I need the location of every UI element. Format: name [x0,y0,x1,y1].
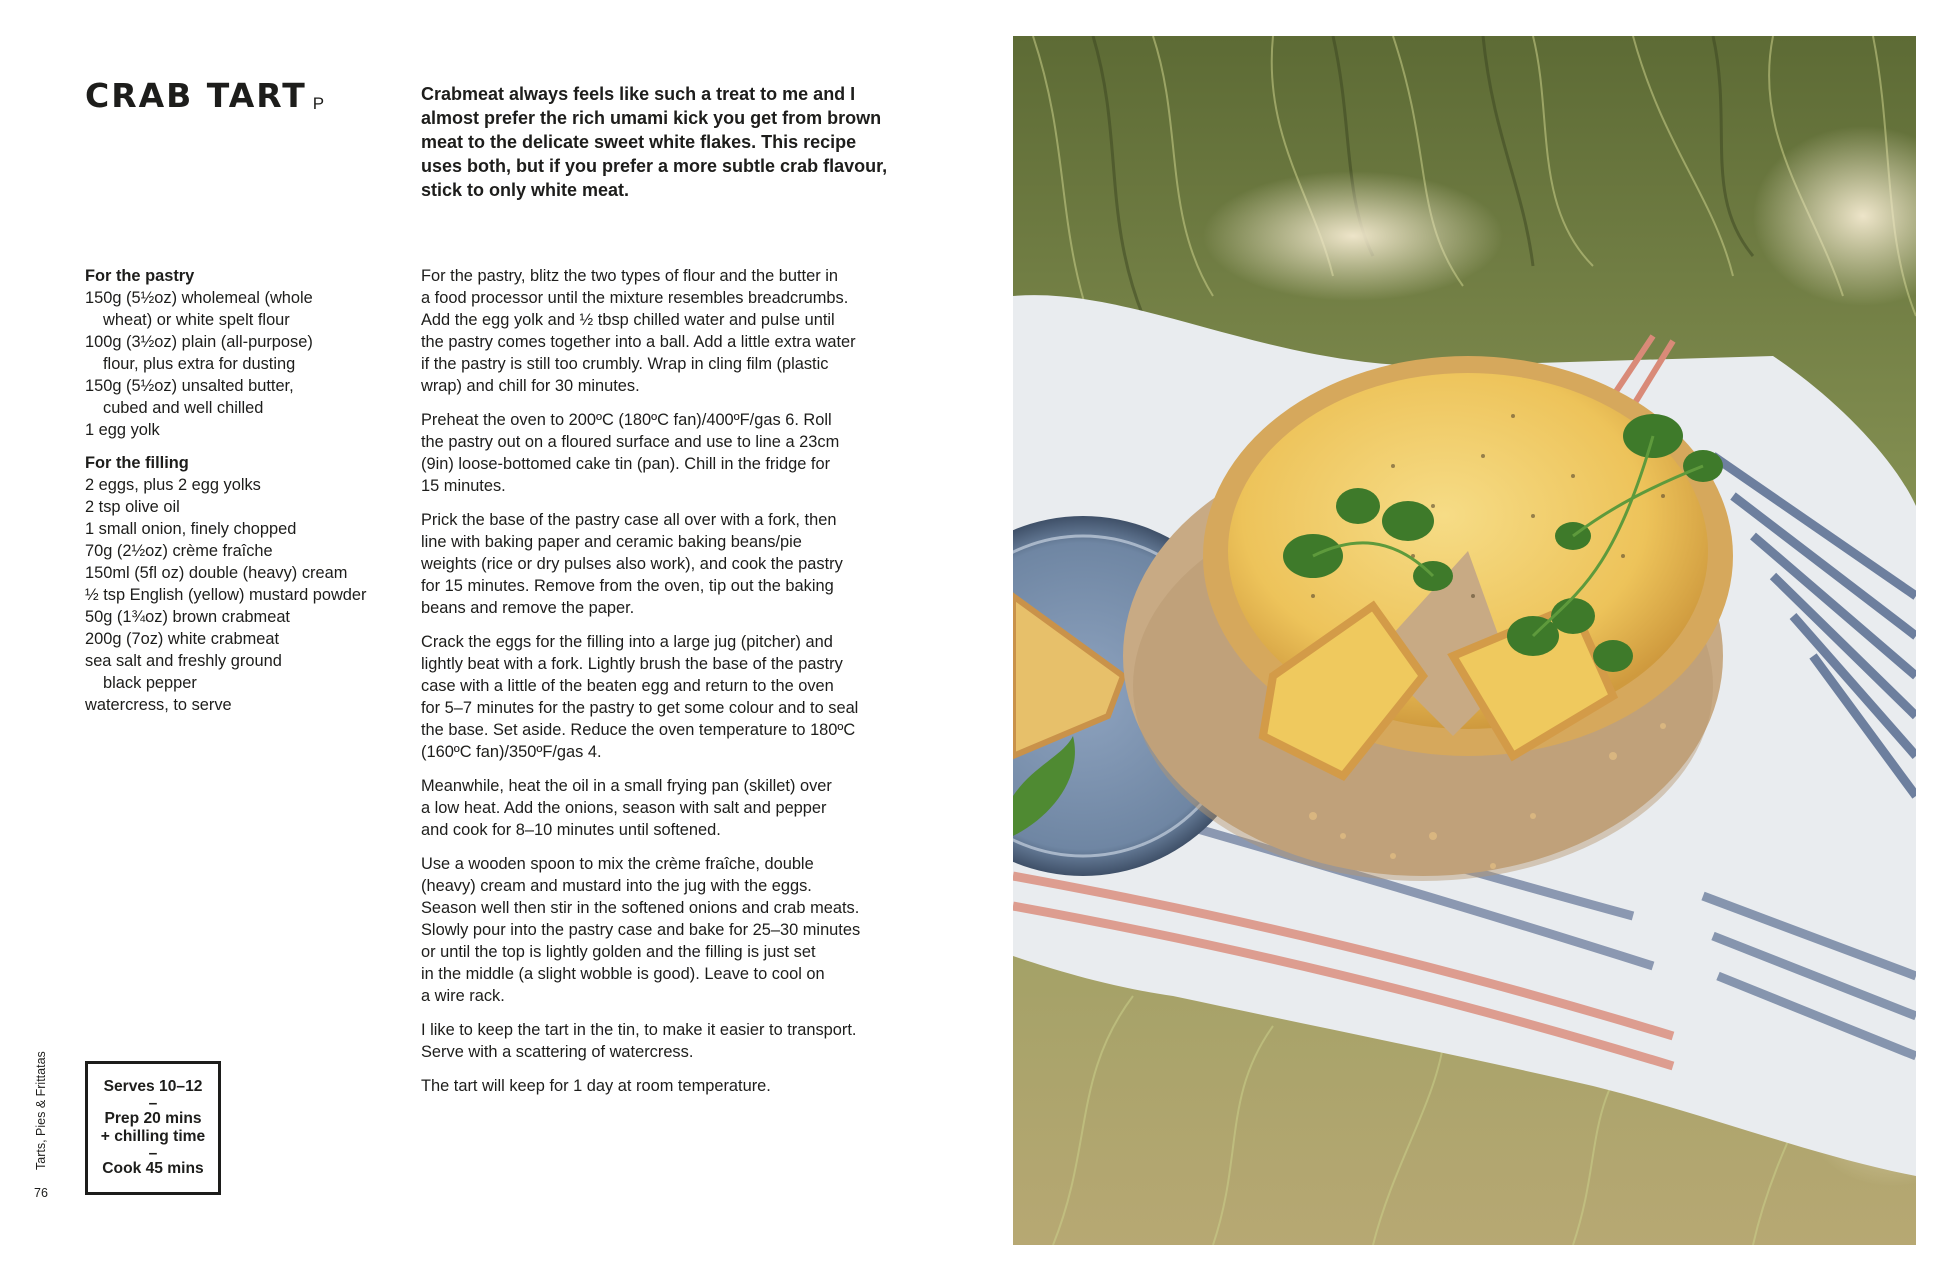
photo-illustration [1013,36,1916,1245]
ingredient-list [85,287,405,441]
ingredient-line: 2 tsp olive oil [85,498,180,516]
ingredients-column [85,265,405,727]
prep-time-text: Prep 20 mins [104,1109,202,1127]
method-column [421,265,901,1109]
recipe-photo [1013,36,1916,1245]
ingredients-pastry [85,265,405,441]
blurred-grass-plume [1203,171,1503,301]
chilling-time-text: + chilling time [100,1128,206,1145]
ingredient-line: 150ml (5fl oz) double (heavy) cream [85,564,348,582]
cook-time-text: Cook 45 mins [102,1159,204,1177]
page-number: 76 [34,1186,48,1200]
method-step: Meanwhile, heat the oil in a small frying pan (skillet) over a low heat. Add the onions, season with salt and pepper and cook for 8–10 minutes until softened. [421,777,832,839]
method-step: Preheat the oven to 200ºC (180ºC fan)/400ºF/gas 6. Roll the pastry out on a floured surface and use to line a 23cm (9in) loose-bottomed cake tin (pan). Chill in the fridge for 15 minutes. [421,411,840,495]
ingredient-line: flour, plus extra for dusting [103,355,296,373]
ingredient-line: 1 small onion, finely chopped [85,520,297,538]
method-step: The tart will keep for 1 day at room temperature. [421,1077,771,1095]
recipe-intro: Crabmeat always feels like such a treat to me and I almost prefer the rich umami kick you get from brown meat to the delicate sweet white flakes. This recipe uses both, but if you prefer a more subtle crab flavour, stick to only white meat. [421,84,888,200]
ingredient-line: wheat) or white spelt flour [103,311,290,329]
ingredient-line: cubed and well chilled [103,399,264,417]
method-step: Use a wooden spoon to mix the crème fraîche, double (heavy) cream and mustard into the jug with the eggs. Season well then stir in the softened onions and crab meats. Slowly pour into the pastry case and bake for 25–30 minutes or until the top is lightly golden and the filling is just set in the middle (a slight wobble is good). Leave to cool on a wire rack. [421,855,861,1005]
recipe-category-mark: P [312,94,325,113]
ingredient-line: 200g (7oz) white crabmeat [85,630,280,648]
serving-info-box [85,1061,221,1195]
recipe-title [85,76,324,124]
ingredient-line: watercress, to serve [85,696,232,714]
ingredient-line: 70g (2½oz) crème fraîche [85,542,273,560]
section-label: Tarts, Pies & Frittatas [34,1051,48,1170]
ingredient-line: 100g (3½oz) plain (all-purpose) [85,333,313,351]
ingredient-list [85,474,405,716]
method-step: I like to keep the tart in the tin, to make it easier to transport. Serve with a scattering of watercress. [421,1021,857,1061]
ingredient-line: black pepper [103,674,197,692]
method-step: Prick the base of the pastry case all over with a fork, then line with baking paper and ceramic baking beans/pie weights (rice or dry pulses also work), and cook the pastry for 15 minutes. Remove from the oven, tip out the baking beans and remove the paper. [421,511,843,617]
ingredient-line: 150g (5½oz) wholemeal (whole [85,289,313,307]
ingredient-line: sea salt and freshly ground [85,652,282,670]
ingredient-line: 50g (1¾oz) brown crabmeat [85,608,290,626]
ingredients-heading: For the filling [85,454,189,472]
ingredient-line: 2 eggs, plus 2 egg yolks [85,476,261,494]
method-step: For the pastry, blitz the two types of flour and the butter in a food processor until the mixture resembles breadcrumbs. Add the egg yolk and ½ tbsp chilled water and pulse until the pastry comes together into a ball. Add a little extra water if the pastry is still too crumbly. Wrap in cling film (plastic wrap) and chill for 30 minutes. [421,267,856,395]
ingredients-filling [85,452,405,716]
method-step: Crack the eggs for the filling into a large jug (pitcher) and lightly beat with a fork. Lightly brush the base of the pastry case with a little of the beaten egg and return to the oven for 5–7 minutes for the pastry to get some colour and to seal the base. Set aside. Reduce the oven temperature to 180ºC (160ºC fan)/350ºF/gas 4. [421,633,859,761]
serves-text: Serves 10–12 [103,1078,203,1095]
ingredient-line: 150g (5½oz) unsalted butter, [85,377,294,395]
ingredient-line: ½ tsp English (yellow) mustard powder [85,586,367,604]
info-divider: – [148,1094,158,1112]
ingredient-line: 1 egg yolk [85,421,160,439]
info-divider: – [148,1144,158,1162]
ingredients-heading: For the pastry [85,267,195,285]
recipe-title-text: CRAB TART [85,76,307,115]
